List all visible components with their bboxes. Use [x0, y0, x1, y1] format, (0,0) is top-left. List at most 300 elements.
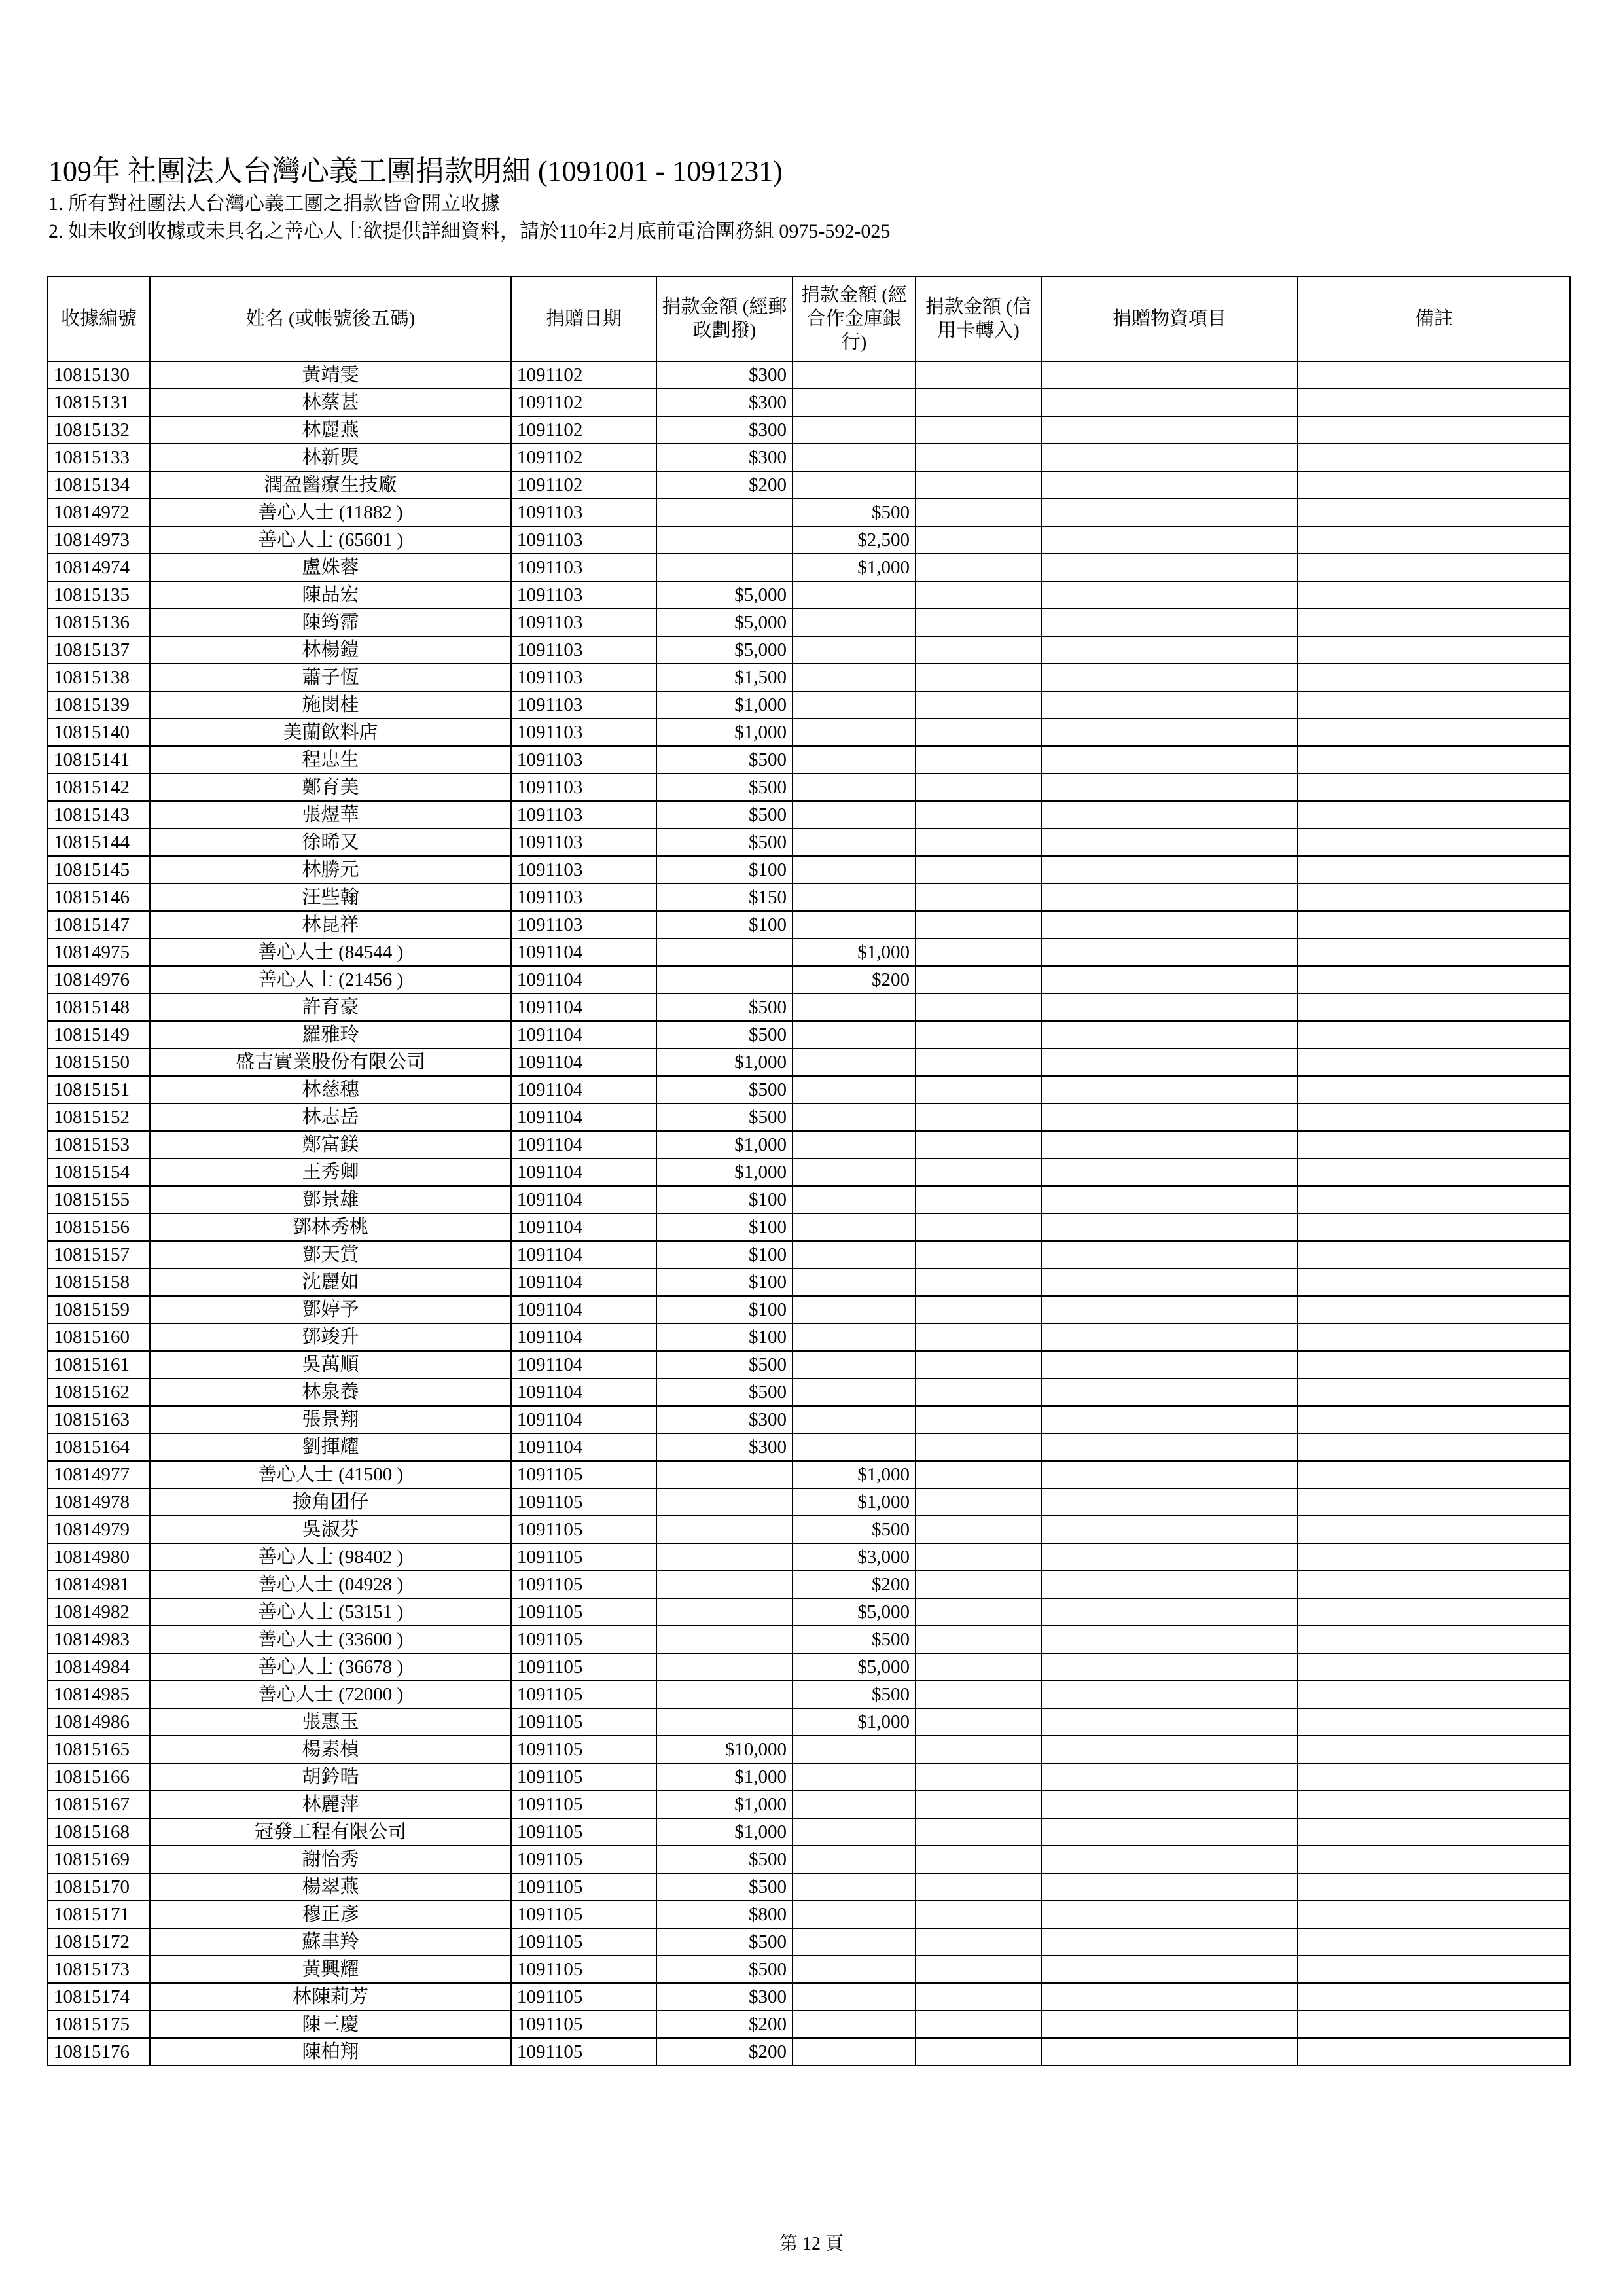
goods-cell [1041, 1598, 1298, 1626]
donor-name-cell: 沈麗如 [150, 1268, 511, 1296]
donation-date-cell: 1091105 [511, 1901, 656, 1928]
donation-date-cell: 1091103 [511, 609, 656, 636]
amount-card-cell [916, 911, 1041, 939]
amount-post-cell: $100 [656, 1213, 793, 1241]
amount-bank-cell [793, 1983, 916, 2011]
table-row [48, 1296, 1570, 1323]
amount-bank-cell [793, 1213, 916, 1241]
amount-card-cell [916, 1626, 1041, 1653]
table-row [48, 1543, 1570, 1571]
table-row [48, 884, 1570, 911]
amount-card-cell [916, 1846, 1041, 1873]
donation-date-cell: 1091105 [511, 1983, 656, 2011]
receipt-no-cell: 10815133 [48, 444, 150, 471]
donation-date-cell: 1091104 [511, 1323, 656, 1351]
goods-cell [1041, 1433, 1298, 1461]
amount-bank-cell: $1,000 [793, 939, 916, 966]
amount-post-cell [656, 1626, 793, 1653]
receipt-no-cell: 10815152 [48, 1103, 150, 1131]
donation-date-cell: 1091103 [511, 691, 656, 719]
donor-name-cell: 劉揮耀 [150, 1433, 511, 1461]
donor-name-cell: 善心人士 (72000 ) [150, 1681, 511, 1708]
amount-card-cell [916, 2038, 1041, 2066]
remark-cell [1298, 1021, 1570, 1049]
receipt-no-cell: 10815157 [48, 1241, 150, 1268]
table-row [48, 1708, 1570, 1736]
amount-bank-cell: $200 [793, 1571, 916, 1598]
amount-bank-cell: $500 [793, 499, 916, 526]
donation-date-cell: 1091105 [511, 1516, 656, 1543]
amount-bank-cell [793, 1956, 916, 1983]
receipt-no-cell: 10815160 [48, 1323, 150, 1351]
amount-card-cell [916, 1296, 1041, 1323]
table-row [48, 1131, 1570, 1158]
donor-name-cell: 林昆祥 [150, 911, 511, 939]
table-row [48, 994, 1570, 1021]
goods-cell [1041, 1268, 1298, 1296]
table-row [48, 1241, 1570, 1268]
amount-post-cell: $1,000 [656, 1791, 793, 1818]
table-row [48, 554, 1570, 581]
amount-card-cell [916, 856, 1041, 884]
amount-card-cell [916, 1406, 1041, 1433]
goods-cell [1041, 1021, 1298, 1049]
receipt-no-cell: 10815175 [48, 2011, 150, 2038]
goods-cell [1041, 1708, 1298, 1736]
receipt-no-cell: 10815148 [48, 994, 150, 1021]
amount-card-cell [916, 1158, 1041, 1186]
donation-date-cell: 1091105 [511, 1543, 656, 1571]
amount-post-cell [656, 1516, 793, 1543]
goods-cell [1041, 856, 1298, 884]
amount-bank-cell [793, 1351, 916, 1378]
donor-name-cell: 張惠玉 [150, 1708, 511, 1736]
col-name: 姓名 (或帳號後五碼) [150, 276, 511, 361]
goods-cell [1041, 609, 1298, 636]
amount-bank-cell: $1,000 [793, 1708, 916, 1736]
table-row [48, 1736, 1570, 1763]
donation-date-cell: 1091105 [511, 1928, 656, 1956]
receipt-no-cell: 10815134 [48, 471, 150, 499]
receipt-no-cell: 10814975 [48, 939, 150, 966]
table-row [48, 719, 1570, 746]
donation-date-cell: 1091104 [511, 1021, 656, 1049]
donation-date-cell: 1091105 [511, 1461, 656, 1488]
amount-card-cell [916, 1076, 1041, 1103]
table-row [48, 1268, 1570, 1296]
amount-bank-cell [793, 1268, 916, 1296]
table-row [48, 2038, 1570, 2066]
remark-cell [1298, 1956, 1570, 1983]
table-row [48, 774, 1570, 801]
receipt-no-cell: 10814972 [48, 499, 150, 526]
table-row [48, 1103, 1570, 1131]
receipt-no-cell: 10815144 [48, 829, 150, 856]
amount-bank-cell: $2,500 [793, 526, 916, 554]
goods-cell [1041, 581, 1298, 609]
remark-cell [1298, 884, 1570, 911]
amount-card-cell [916, 1983, 1041, 2011]
table-row [48, 499, 1570, 526]
donor-name-cell: 徐晞又 [150, 829, 511, 856]
donation-date-cell: 1091102 [511, 444, 656, 471]
donor-name-cell: 林勝元 [150, 856, 511, 884]
donation-date-cell: 1091102 [511, 361, 656, 389]
donor-name-cell: 羅雅玲 [150, 1021, 511, 1049]
amount-bank-cell [793, 884, 916, 911]
receipt-no-cell: 10815145 [48, 856, 150, 884]
amount-card-cell [916, 1818, 1041, 1846]
goods-cell [1041, 1488, 1298, 1516]
amount-bank-cell [793, 746, 916, 774]
receipt-no-cell: 10815166 [48, 1763, 150, 1791]
donor-name-cell: 陳三慶 [150, 2011, 511, 2038]
amount-post-cell: $5,000 [656, 609, 793, 636]
receipt-no-cell: 10814976 [48, 966, 150, 994]
donation-date-cell: 1091103 [511, 719, 656, 746]
table-row [48, 1598, 1570, 1626]
table-row [48, 1433, 1570, 1461]
table-row [48, 1681, 1570, 1708]
amount-post-cell: $200 [656, 471, 793, 499]
donation-date-cell: 1091103 [511, 636, 656, 664]
table-row [48, 939, 1570, 966]
receipt-no-cell: 10815158 [48, 1268, 150, 1296]
amount-card-cell [916, 1873, 1041, 1901]
remark-cell [1298, 1378, 1570, 1406]
donor-name-cell: 鄧天賞 [150, 1241, 511, 1268]
goods-cell [1041, 1186, 1298, 1213]
goods-cell [1041, 1103, 1298, 1131]
amount-bank-cell [793, 1021, 916, 1049]
remark-cell [1298, 1736, 1570, 1763]
goods-cell [1041, 1681, 1298, 1708]
amount-post-cell: $500 [656, 1021, 793, 1049]
donor-name-cell: 林新煚 [150, 444, 511, 471]
donation-date-cell: 1091104 [511, 994, 656, 1021]
donation-date-cell: 1091104 [511, 966, 656, 994]
remark-cell [1298, 1791, 1570, 1818]
note-receipt: 1. 所有對社團法人台灣心義工團之捐款皆會開立收據 [48, 193, 500, 215]
receipt-no-cell: 10815138 [48, 664, 150, 691]
remark-cell [1298, 1433, 1570, 1461]
amount-bank-cell: $500 [793, 1626, 916, 1653]
donation-date-cell: 1091105 [511, 1791, 656, 1818]
amount-post-cell: $500 [656, 1378, 793, 1406]
remark-cell [1298, 1708, 1570, 1736]
table-row [48, 1323, 1570, 1351]
donor-name-cell: 穆正彥 [150, 1901, 511, 1928]
amount-card-cell [916, 554, 1041, 581]
table-row [48, 1049, 1570, 1076]
amount-bank-cell [793, 856, 916, 884]
receipt-no-cell: 10814978 [48, 1488, 150, 1516]
donation-date-cell: 1091104 [511, 1406, 656, 1433]
goods-cell [1041, 1928, 1298, 1956]
amount-post-cell [656, 1543, 793, 1571]
donor-name-cell: 撿角团仔 [150, 1488, 511, 1516]
goods-cell [1041, 1213, 1298, 1241]
donor-name-cell: 善心人士 (41500 ) [150, 1461, 511, 1488]
receipt-no-cell: 10814977 [48, 1461, 150, 1488]
amount-card-cell [916, 939, 1041, 966]
donation-date-cell: 1091103 [511, 499, 656, 526]
amount-bank-cell [793, 471, 916, 499]
amount-card-cell [916, 1433, 1041, 1461]
donor-name-cell: 楊翠燕 [150, 1873, 511, 1901]
donor-name-cell: 陳柏翔 [150, 2038, 511, 2066]
amount-bank-cell [793, 829, 916, 856]
amount-bank-cell [793, 1433, 916, 1461]
donation-date-cell: 1091104 [511, 1213, 656, 1241]
amount-bank-cell: $3,000 [793, 1543, 916, 1571]
amount-post-cell: $300 [656, 361, 793, 389]
remark-cell [1298, 1131, 1570, 1158]
donor-name-cell: 張景翔 [150, 1406, 511, 1433]
amount-card-cell [916, 1241, 1041, 1268]
amount-card-cell [916, 829, 1041, 856]
goods-cell [1041, 1406, 1298, 1433]
amount-bank-cell: $500 [793, 1681, 916, 1708]
amount-bank-cell [793, 1846, 916, 1873]
amount-bank-cell [793, 1736, 916, 1763]
amount-post-cell [656, 939, 793, 966]
table-row [48, 1076, 1570, 1103]
goods-cell [1041, 801, 1298, 829]
goods-cell [1041, 774, 1298, 801]
receipt-no-cell: 10815136 [48, 609, 150, 636]
remark-cell [1298, 1516, 1570, 1543]
table-row [48, 526, 1570, 554]
amount-card-cell [916, 746, 1041, 774]
donor-name-cell: 陳品宏 [150, 581, 511, 609]
donor-name-cell: 林麗燕 [150, 416, 511, 444]
goods-cell [1041, 1461, 1298, 1488]
goods-cell [1041, 1653, 1298, 1681]
goods-cell [1041, 1351, 1298, 1378]
page-number: 第 12 頁 [779, 2234, 844, 2254]
goods-cell [1041, 1516, 1298, 1543]
donor-name-cell: 林麗萍 [150, 1791, 511, 1818]
goods-cell [1041, 1901, 1298, 1928]
receipt-no-cell: 10815171 [48, 1901, 150, 1928]
donor-name-cell: 林泉養 [150, 1378, 511, 1406]
receipt-no-cell: 10814973 [48, 526, 150, 554]
amount-card-cell [916, 719, 1041, 746]
goods-cell [1041, 1076, 1298, 1103]
amount-post-cell: $1,000 [656, 719, 793, 746]
receipt-no-cell: 10815147 [48, 911, 150, 939]
donor-name-cell: 程忠生 [150, 746, 511, 774]
goods-cell [1041, 2011, 1298, 2038]
table-row [48, 1461, 1570, 1488]
amount-card-cell [916, 1708, 1041, 1736]
amount-card-cell [916, 664, 1041, 691]
remark-cell [1298, 2038, 1570, 2066]
amount-card-cell [916, 471, 1041, 499]
amount-post-cell: $500 [656, 1351, 793, 1378]
remark-cell [1298, 361, 1570, 389]
receipt-no-cell: 10814982 [48, 1598, 150, 1626]
table-row [48, 1818, 1570, 1846]
remark-cell [1298, 691, 1570, 719]
col-amount-bank: 捐款金額 (經合作金庫銀行) [793, 276, 916, 361]
donor-name-cell: 林蔡甚 [150, 389, 511, 416]
donation-date-cell: 1091104 [511, 939, 656, 966]
col-amount-post: 捐款金額 (經郵政劃撥) [656, 276, 793, 361]
receipt-no-cell: 10814979 [48, 1516, 150, 1543]
note-contact: 2. 如未收到收據或未具名之善心人士欲提供詳細資料，請於110年2月底前電洽團務組 0975-592-025 [48, 221, 891, 242]
donation-date-cell: 1091103 [511, 801, 656, 829]
goods-cell [1041, 1241, 1298, 1268]
amount-bank-cell [793, 774, 916, 801]
amount-card-cell [916, 801, 1041, 829]
goods-cell [1041, 1791, 1298, 1818]
table-row [48, 1351, 1570, 1378]
amount-post-cell: $500 [656, 1076, 793, 1103]
amount-bank-cell [793, 691, 916, 719]
receipt-no-cell: 10815151 [48, 1076, 150, 1103]
amount-post-cell: $200 [656, 2038, 793, 2066]
goods-cell [1041, 664, 1298, 691]
donation-date-cell: 1091104 [511, 1158, 656, 1186]
remark-cell [1298, 1818, 1570, 1846]
donation-date-cell: 1091103 [511, 554, 656, 581]
donation-date-cell: 1091105 [511, 1956, 656, 1983]
amount-bank-cell [793, 1378, 916, 1406]
donation-date-cell: 1091105 [511, 2011, 656, 2038]
donation-date-cell: 1091102 [511, 389, 656, 416]
amount-post-cell [656, 1488, 793, 1516]
table-row [48, 1846, 1570, 1873]
receipt-no-cell: 10815149 [48, 1021, 150, 1049]
table-row [48, 829, 1570, 856]
amount-post-cell [656, 526, 793, 554]
donor-name-cell: 王秀卿 [150, 1158, 511, 1186]
receipt-no-cell: 10814981 [48, 1571, 150, 1598]
amount-post-cell: $150 [656, 884, 793, 911]
donor-name-cell: 美蘭飲料店 [150, 719, 511, 746]
table-row [48, 1158, 1570, 1186]
amount-card-cell [916, 1131, 1041, 1158]
receipt-no-cell: 10814983 [48, 1626, 150, 1653]
donor-name-cell: 楊素楨 [150, 1736, 511, 1763]
amount-card-cell [916, 1213, 1041, 1241]
receipt-no-cell: 10815156 [48, 1213, 150, 1241]
amount-post-cell: $300 [656, 1983, 793, 2011]
donation-date-cell: 1091103 [511, 829, 656, 856]
receipt-no-cell: 10815167 [48, 1791, 150, 1818]
donor-name-cell: 謝怡秀 [150, 1846, 511, 1873]
amount-bank-cell [793, 1076, 916, 1103]
receipt-no-cell: 10814980 [48, 1543, 150, 1571]
table-row [48, 1488, 1570, 1516]
donation-date-cell: 1091103 [511, 746, 656, 774]
donation-date-cell: 1091104 [511, 1076, 656, 1103]
remark-cell [1298, 1983, 1570, 2011]
amount-bank-cell [793, 444, 916, 471]
donor-name-cell: 善心人士 (53151 ) [150, 1598, 511, 1626]
remark-cell [1298, 581, 1570, 609]
table-row [48, 1021, 1570, 1049]
amount-bank-cell: $1,000 [793, 1488, 916, 1516]
goods-cell [1041, 636, 1298, 664]
donation-date-cell: 1091104 [511, 1186, 656, 1213]
receipt-no-cell: 10815159 [48, 1296, 150, 1323]
table-body [48, 361, 1570, 2066]
amount-card-cell [916, 1763, 1041, 1791]
donor-name-cell: 鄧林秀桃 [150, 1213, 511, 1241]
goods-cell [1041, 829, 1298, 856]
amount-card-cell [916, 1956, 1041, 1983]
amount-card-cell [916, 1461, 1041, 1488]
remark-cell [1298, 1461, 1570, 1488]
receipt-no-cell: 10815153 [48, 1131, 150, 1158]
receipt-no-cell: 10815141 [48, 746, 150, 774]
amount-card-cell [916, 1598, 1041, 1626]
donor-name-cell: 林楊鎧 [150, 636, 511, 664]
amount-bank-cell [793, 1158, 916, 1186]
table-row [48, 1378, 1570, 1406]
amount-card-cell [916, 1928, 1041, 1956]
remark-cell [1298, 719, 1570, 746]
amount-post-cell: $500 [656, 1103, 793, 1131]
remark-cell [1298, 444, 1570, 471]
goods-cell [1041, 939, 1298, 966]
amount-bank-cell [793, 1928, 916, 1956]
donation-date-cell: 1091104 [511, 1433, 656, 1461]
donation-date-cell: 1091104 [511, 1378, 656, 1406]
table-row [48, 1873, 1570, 1901]
amount-post-cell: $500 [656, 1846, 793, 1873]
amount-card-cell [916, 1736, 1041, 1763]
amount-bank-cell [793, 1241, 916, 1268]
donation-table [47, 276, 1571, 2066]
goods-cell [1041, 966, 1298, 994]
amount-bank-cell: $1,000 [793, 1461, 916, 1488]
goods-cell [1041, 1983, 1298, 2011]
amount-bank-cell [793, 389, 916, 416]
amount-bank-cell [793, 1406, 916, 1433]
amount-bank-cell [793, 994, 916, 1021]
donation-date-cell: 1091105 [511, 1818, 656, 1846]
remark-cell [1298, 1323, 1570, 1351]
donation-date-cell: 1091104 [511, 1268, 656, 1296]
amount-post-cell: $500 [656, 774, 793, 801]
table-row [48, 856, 1570, 884]
donor-name-cell: 汪些翰 [150, 884, 511, 911]
table-row [48, 389, 1570, 416]
amount-bank-cell [793, 1763, 916, 1791]
goods-cell [1041, 554, 1298, 581]
amount-post-cell [656, 1598, 793, 1626]
col-remark: 備註 [1298, 276, 1570, 361]
amount-bank-cell [793, 636, 916, 664]
amount-post-cell: $500 [656, 801, 793, 829]
receipt-no-cell: 10815169 [48, 1846, 150, 1873]
remark-cell [1298, 1763, 1570, 1791]
remark-cell [1298, 2011, 1570, 2038]
col-goods: 捐贈物資項目 [1041, 276, 1298, 361]
donor-name-cell: 善心人士 (36678 ) [150, 1653, 511, 1681]
receipt-no-cell: 10815132 [48, 416, 150, 444]
donation-date-cell: 1091102 [511, 416, 656, 444]
goods-cell [1041, 416, 1298, 444]
amount-card-cell [916, 499, 1041, 526]
goods-cell [1041, 1571, 1298, 1598]
table-row [48, 361, 1570, 389]
remark-cell [1298, 1351, 1570, 1378]
